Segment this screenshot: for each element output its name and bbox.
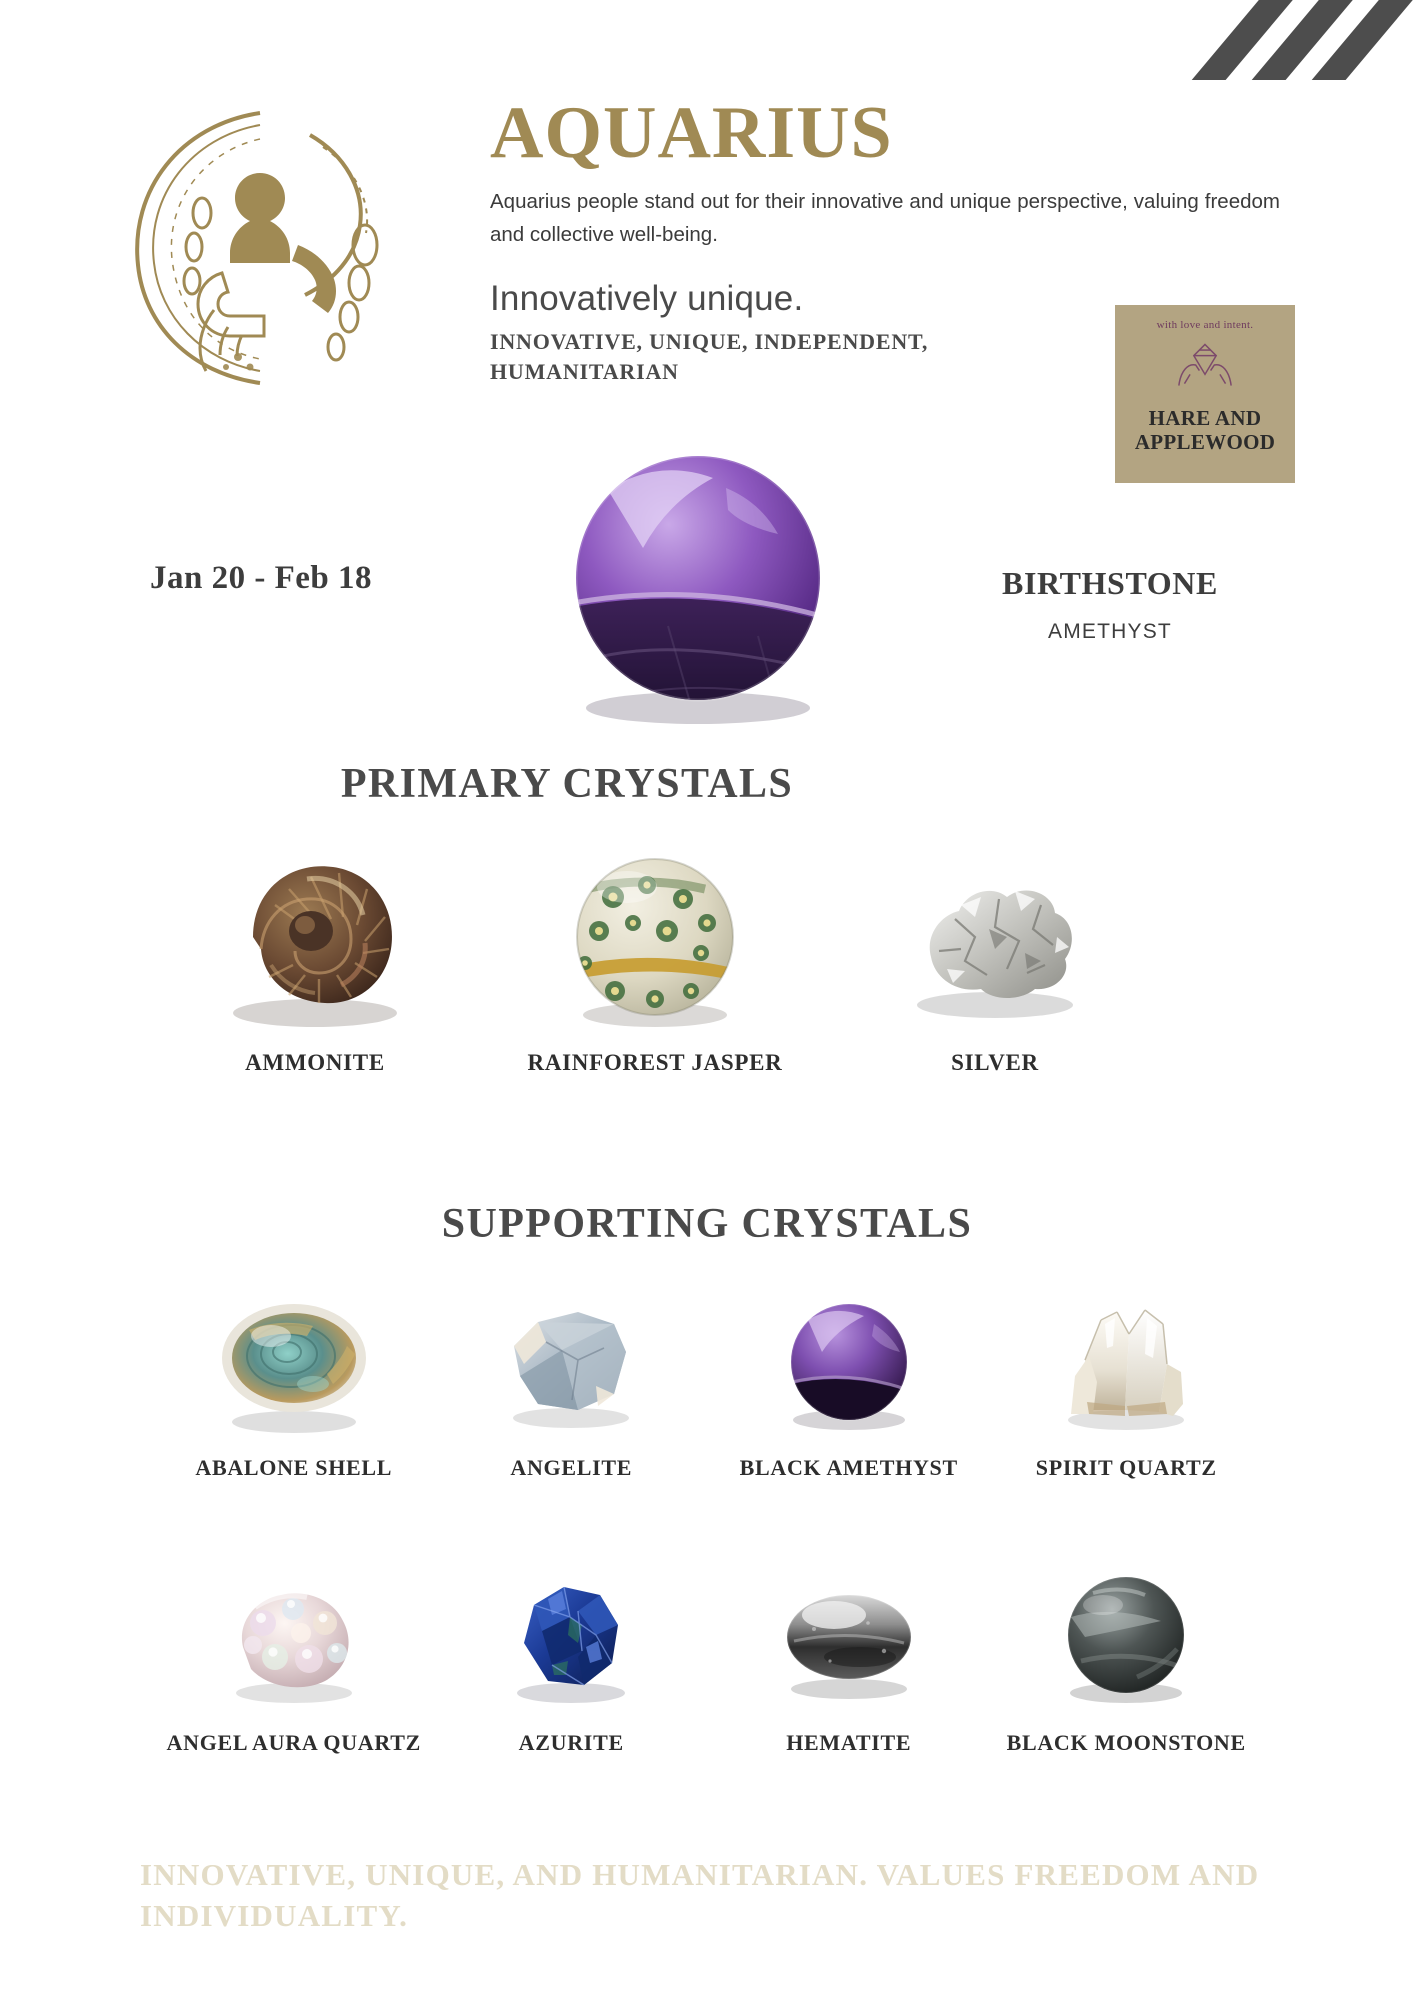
primary-crystals-grid: [145, 845, 1165, 1078]
angel-aura-quartz-icon: [209, 1565, 379, 1715]
corner-stripes-decoration: [1154, 0, 1414, 80]
crystal-item: [145, 845, 485, 1078]
brand-tagline: with love and intent.: [1156, 319, 1254, 331]
crystal-item: [433, 1565, 711, 1757]
crystal-item: [825, 845, 1165, 1078]
crystal-item: [155, 1290, 433, 1482]
crystal-label: HEMATITE: [786, 1730, 912, 1755]
date-range: Jan 20 - Feb 18: [150, 560, 372, 596]
crystal-label: ANGELITE: [510, 1455, 633, 1480]
amethyst-sphere-icon: [548, 430, 848, 730]
crystal-label: AMMONITE: [245, 1050, 385, 1075]
aquarius-water-bearer-icon: [110, 95, 410, 395]
hematite-tumbled-icon: [764, 1565, 934, 1715]
crystal-item: [710, 1290, 988, 1482]
brand-name: HARE AND APPLEWOOD: [1134, 406, 1276, 455]
supporting-crystals-heading: SUPPORTING CRYSTALS: [441, 1201, 973, 1247]
crystal-item: [155, 1565, 433, 1757]
ammonite-fossil-icon: [215, 845, 415, 1035]
crystal-item: [988, 1290, 1266, 1482]
crystal-label: BLACK AMETHYST: [739, 1455, 958, 1480]
birthstone-label: BIRTHSTONE: [1002, 565, 1218, 601]
birthstone-name: AMETHYST: [1048, 620, 1172, 643]
zodiac-tagline: Innovatively unique.: [490, 279, 804, 319]
black-amethyst-sphere-icon: [764, 1290, 934, 1440]
crystal-label: SILVER: [951, 1050, 1039, 1075]
crystal-item: [710, 1565, 988, 1757]
azurite-stone-icon: [486, 1565, 656, 1715]
crystal-item: [988, 1565, 1266, 1757]
zodiac-description: Aquarius people stand out for their innovative and unique perspective, valuing freedom and collective well-being.: [490, 189, 1280, 246]
silver-nugget-icon: [895, 845, 1095, 1035]
black-moonstone-sphere-icon: [1041, 1565, 1211, 1715]
spirit-quartz-cluster-icon: [1041, 1290, 1211, 1440]
brand-badge: [1115, 305, 1295, 483]
supporting-crystals-row-1: [155, 1290, 1265, 1482]
crystal-item: [433, 1290, 711, 1482]
primary-crystals-heading: PRIMARY CRYSTALS: [340, 761, 794, 807]
crystal-label: BLACK MOONSTONE: [1006, 1730, 1246, 1755]
supporting-crystals-row-2: [155, 1565, 1265, 1757]
crystal-label: SPIRIT QUARTZ: [1035, 1455, 1217, 1480]
crystal-label: ANGEL AURA QUARTZ: [166, 1730, 421, 1755]
page-title: AQUARIUS: [490, 92, 893, 174]
crystal-label: ABALONE SHELL: [195, 1455, 393, 1480]
abalone-shell-icon: [209, 1290, 379, 1440]
angelite-stone-icon: [486, 1290, 656, 1440]
zodiac-keywords: INNOVATIVE, UNIQUE, INDEPENDENT, HUMANITARIAN: [490, 329, 929, 384]
hands-diamond-icon: [1167, 337, 1243, 398]
rainforest-jasper-sphere-icon: [555, 845, 755, 1035]
footer-text: INNOVATIVE, UNIQUE, AND HUMANITARIAN. VALUES FREEDOM AND INDIVIDUALITY.: [140, 1857, 1260, 1933]
crystal-item: [485, 845, 825, 1078]
crystal-label: RAINFOREST JASPER: [527, 1050, 783, 1075]
crystal-label: AZURITE: [518, 1730, 624, 1755]
